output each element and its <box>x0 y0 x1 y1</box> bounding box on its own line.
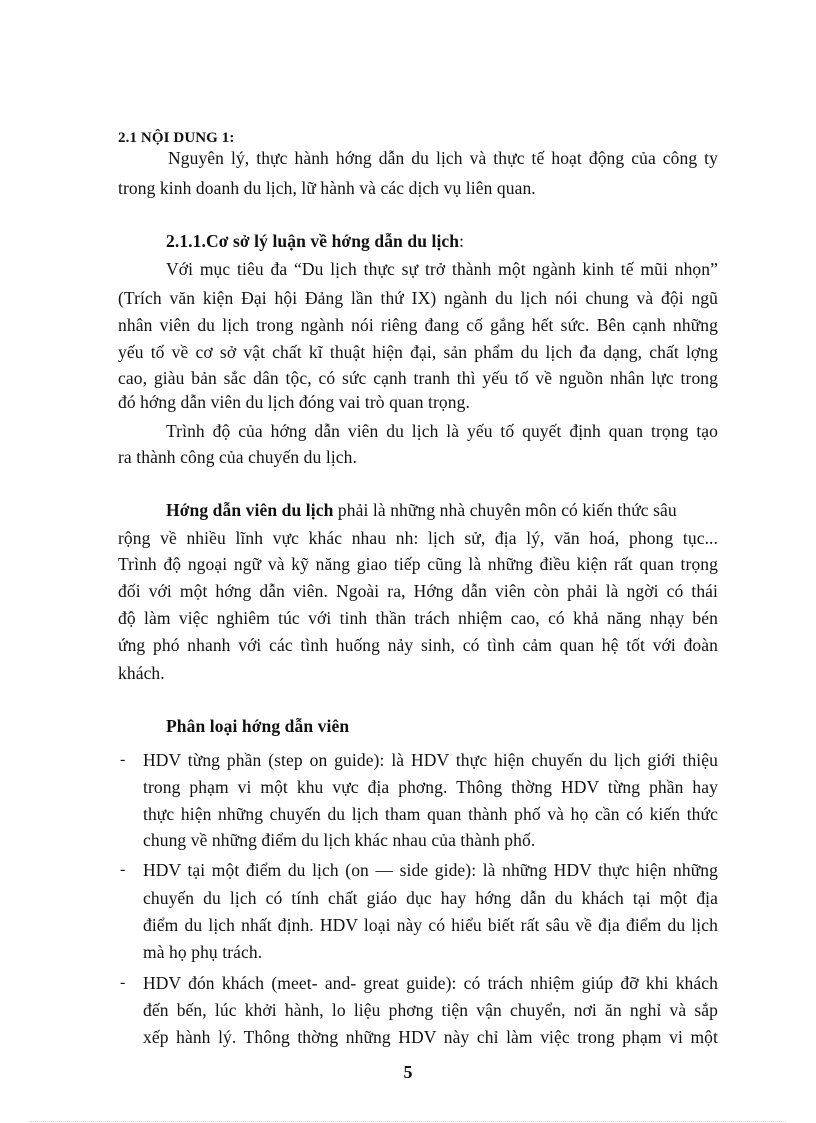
bullet-2-line-2: chuyến du lịch có tính chất giáo dục hay hớng dẫn du khách tại một địa <box>143 888 718 908</box>
para2-line-1: Trình độ của hớng dẫn viên du lịch là yếu tố quyết định quan trọng tạo <box>166 421 718 441</box>
bullet-3-dash: - <box>120 974 126 991</box>
bullet-3-line-3: xếp hành lý. Thông thờng những HDV này chỉ làm việc trong phạm vi một <box>143 1027 718 1047</box>
para1-line-1: Với mục tiêu đa “Du lịch thực sự trở thành một ngành kinh tế mũi nhọn” <box>166 259 718 279</box>
intro-line-1: Nguyên lý, thực hành hớng dẫn du lịch và thực tế hoạt động của công ty <box>168 148 718 168</box>
page-number: 5 <box>403 1062 413 1082</box>
para3-first-rest: phải là những nhà chuyên môn có kiến thức sâu <box>333 500 677 520</box>
para3-line-1 <box>166 502 718 520</box>
bullet-2-line-1: HDV tại một điểm du lịch (on — side gide): là những HDV thực hiện những <box>143 860 718 880</box>
classification-heading: Phân loại hớng dẫn viên <box>166 716 350 736</box>
para3-line-4: đối với một hớng dẫn viên. Ngoài ra, Hớng dẫn viên còn phải là ngời có thái <box>118 581 718 601</box>
para3-line-2: rộng về nhiều lĩnh vực khác nhau nh: lịch sử, địa lý, văn hoá, phong tục... <box>118 528 718 548</box>
para2-line-2: ra thành công của chuyến du lịch. <box>118 447 357 467</box>
bullet-1-line-3: thực hiện những chuyến du lịch tham quan thành phố và họ cần có kiến thức <box>143 804 718 824</box>
subsection-title-colon: : <box>459 231 465 251</box>
bullet-3-line-1: HDV đón khách (meet- and- great guide): có trách nhiệm giúp đỡ khi khách <box>143 973 718 993</box>
para3-bold-lead: Hớng dẫn viên du lịch <box>166 500 334 520</box>
para3-line-5: độ làm việc nghiêm túc với tinh thần trách nhiệm cao, có khả năng nhạy bén <box>118 608 718 628</box>
bullet-3-line-2: đến bến, lúc khởi hành, lo liệu phơng tiện vận chuyển, nơi ăn nghỉ và sắp <box>143 1000 718 1020</box>
para1-line-4: yếu tố về cơ sở vật chất kĩ thuật hiện đại, sản phẩm du lịch đa dạng, chất lợng <box>118 342 718 362</box>
para3-line-6: ứng phó nhanh với các tình huống nảy sinh, có tình cảm quan hệ tốt với đoàn <box>118 635 718 655</box>
bullet-1-line-2: trong phạm vi một khu vực địa phơng. Thông thờng HDV từng phần hay <box>143 777 718 797</box>
subsection-title-text: 2.1.1.Cơ sở lý luận về hớng dẫn du lịch <box>166 231 460 251</box>
section-heading: 2.1 NỘI DUNG 1: <box>118 130 235 146</box>
footer-rule <box>30 1121 786 1122</box>
subsection-title <box>166 233 464 251</box>
para1-line-3: nhân viên du lịch trong ngành nói riêng đang cố gắng hết sức. Bên cạnh những <box>118 315 718 335</box>
intro-line-2: trong kinh doanh du lịch, lữ hành và các dịch vụ liên quan. <box>118 178 536 198</box>
para1-line-5: cao, giàu bản sắc dân tộc, có sức cạnh tranh thì yếu tố về nguồn nhân lực trong <box>118 368 718 388</box>
para1-line-6: đó hớng dẫn viên du lịch đóng vai trò quan trọng. <box>118 392 470 412</box>
bullet-2-line-4: mà họ phụ trách. <box>143 942 263 962</box>
bullet-1-line-4: chung về những điểm du lịch khác nhau của thành phố. <box>143 830 536 850</box>
para3-line-7: khách. <box>118 663 165 683</box>
para1-line-2: (Trích văn kiện Đại hội Đảng lần thứ IX) ngành du lịch nói chung và đội ngũ <box>118 288 718 308</box>
bullet-1-line-1: HDV từng phần (step on guide): là HDV thực hiện chuyến du lịch giới thiệu <box>143 750 718 770</box>
bullet-2-line-3: điểm du lịch nhất định. HDV loại này có hiểu biết rất sâu về địa điểm du lịch <box>143 915 718 935</box>
bullet-2-dash: - <box>120 861 126 878</box>
para3-line-3: Trình độ ngoại ngữ và kỹ năng giao tiếp cũng là những điều kiện rất quan trọng <box>118 554 718 574</box>
bullet-1-dash: - <box>120 751 126 768</box>
